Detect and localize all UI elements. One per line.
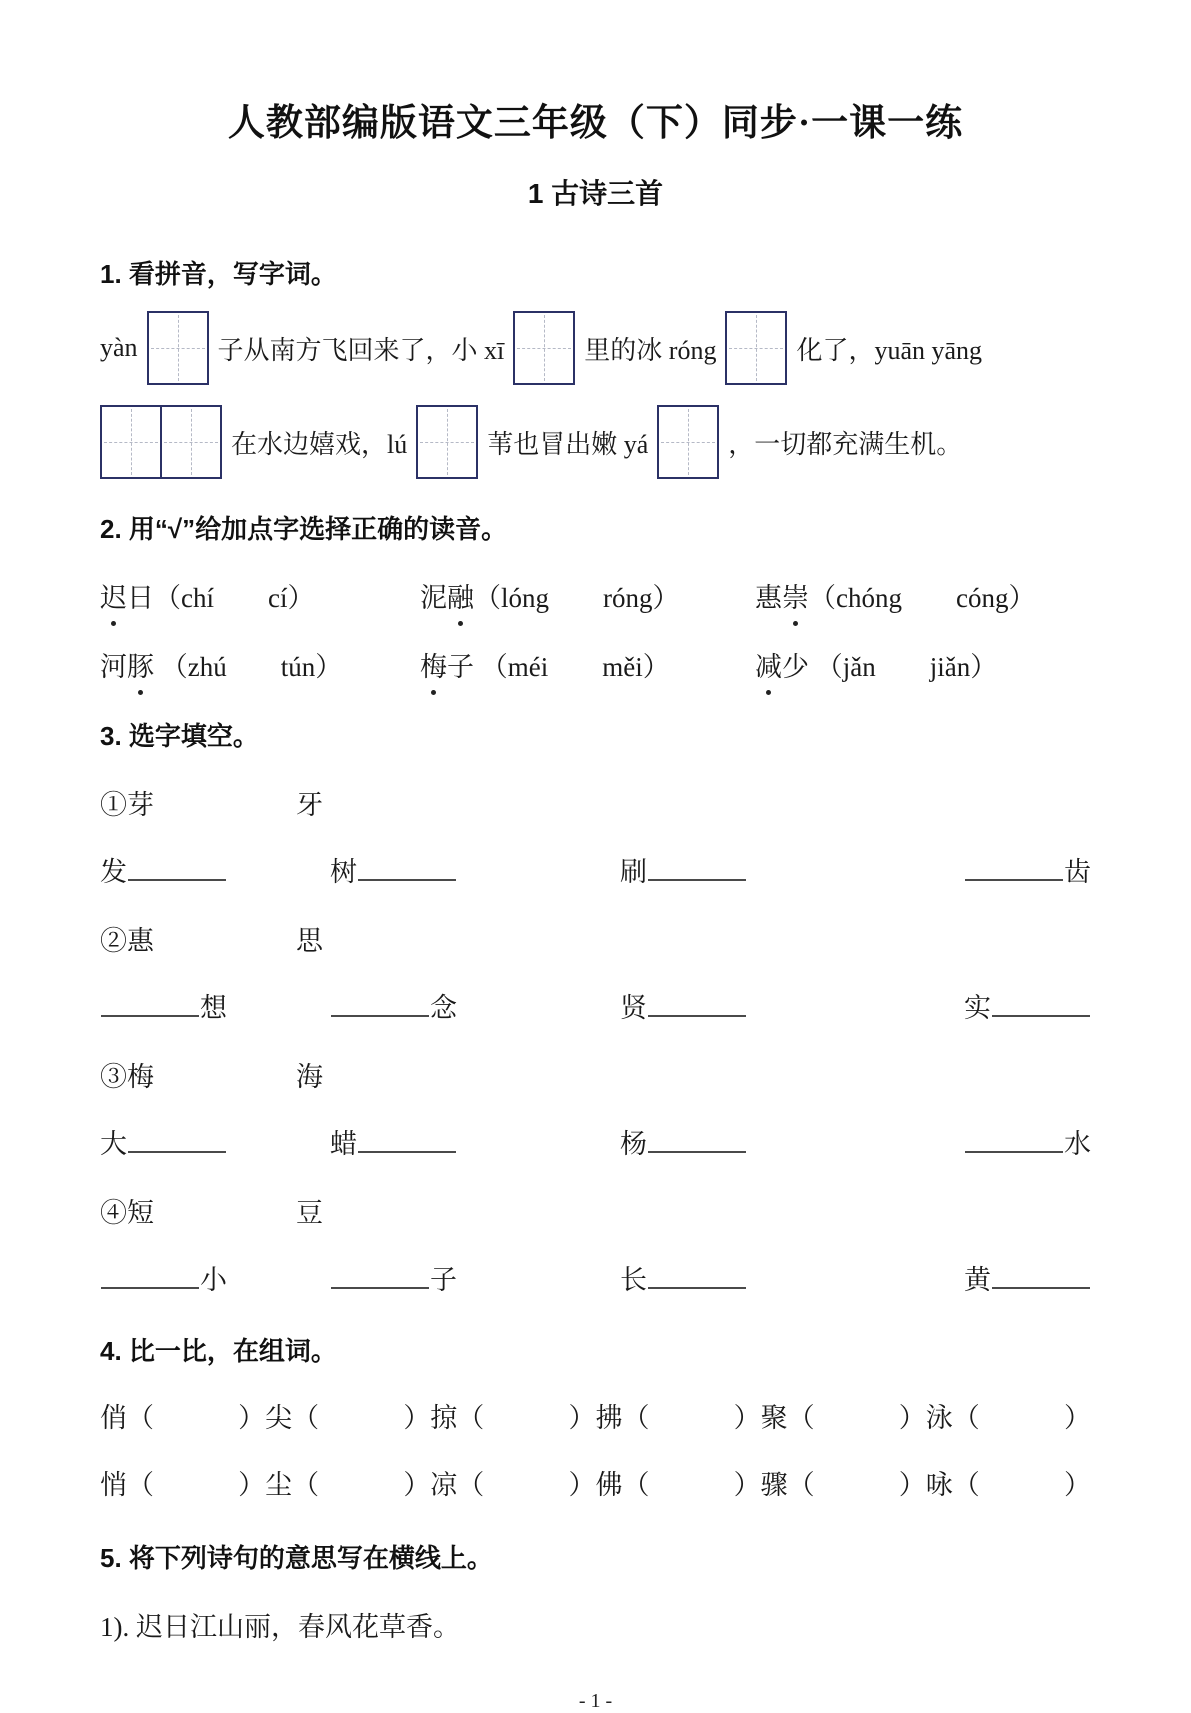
fill-cell — [330, 1122, 620, 1161]
fill-cell — [100, 850, 330, 889]
pronunciation-item[interactable] — [420, 645, 755, 684]
fill-blank[interactable] — [128, 852, 226, 881]
cell-text: 杨 — [620, 1129, 647, 1159]
dotted-char: 梅 — [420, 645, 447, 684]
pronunciation-item[interactable] — [100, 576, 420, 615]
q4-row1 — [100, 1396, 1091, 1435]
fill-blank[interactable] — [648, 1124, 746, 1153]
fill-blank[interactable] — [965, 852, 1063, 881]
cell-text: 子 — [430, 1265, 457, 1295]
writing-box[interactable] — [160, 405, 222, 479]
dotted-char: 减 — [755, 645, 782, 684]
q1-text: 里的冰 róng — [584, 335, 717, 365]
compare-word-segment: ）拂（ — [568, 1403, 650, 1433]
dotted-char: 豚 — [127, 645, 154, 684]
cell-text: 小 — [200, 1265, 227, 1295]
q1-text: 在水边嬉戏，lú — [231, 429, 408, 459]
q3-group1-choices — [100, 783, 1091, 822]
word-post: 子 — [447, 652, 474, 682]
q4-heading: 4. 比一比，在组词。 — [100, 1336, 337, 1366]
q1-text: 化了，yuān yāng — [796, 335, 983, 365]
q2-heading: 2. 用“√”给加点字选择正确的读音。 — [100, 514, 508, 544]
q3-group4-cells — [100, 1258, 1091, 1297]
cell-text: 黄 — [964, 1265, 991, 1295]
fill-blank[interactable] — [331, 988, 429, 1017]
fill-blank[interactable] — [358, 1124, 456, 1153]
q3-group3-cells — [100, 1122, 1091, 1161]
writing-box[interactable] — [416, 405, 478, 479]
compare-word-segment: ）咏（ — [898, 1470, 980, 1500]
writing-box[interactable] — [725, 311, 787, 385]
cell-text: 想 — [200, 993, 227, 1023]
cell-text: 实 — [964, 993, 991, 1023]
compare-word-segment: ）尘（ — [238, 1470, 320, 1500]
cell-text: 树 — [330, 857, 357, 887]
choice-char: ①芽 — [100, 790, 154, 820]
fill-cell — [330, 986, 620, 1025]
pinyin-options: （méi měi） — [474, 652, 670, 682]
cell-text: 大 — [100, 1129, 127, 1159]
q3-group4-choices — [100, 1191, 1091, 1230]
choice-char: 豆 — [296, 1198, 323, 1228]
pronunciation-item[interactable] — [420, 576, 755, 615]
fill-blank[interactable] — [128, 1124, 226, 1153]
q3-heading: 3. 选字填空。 — [100, 721, 259, 751]
writing-box[interactable] — [513, 311, 575, 385]
q4-row2 — [100, 1463, 1091, 1502]
q1-heading: 1. 看拼音，写字词。 — [100, 259, 337, 289]
fill-cell — [100, 986, 330, 1025]
cell-text: 贤 — [620, 993, 647, 1023]
cell-text: 齿 — [1064, 857, 1091, 887]
lesson-title: 1 古诗三首 — [527, 178, 664, 209]
q1-text: 子从南方飞回来了，小 xī — [217, 335, 505, 365]
fill-blank[interactable] — [358, 852, 456, 881]
cell-text: 发 — [100, 857, 127, 887]
word-pre: 惠 — [755, 583, 782, 613]
q3-group2-cells — [100, 986, 1091, 1025]
choice-char: ②惠 — [100, 926, 154, 956]
compare-word-segment: ）佛（ — [568, 1470, 650, 1500]
fill-cell — [620, 850, 845, 889]
pronunciation-item[interactable] — [755, 645, 1091, 684]
pronunciation-item[interactable] — [100, 645, 420, 684]
writing-box[interactable] — [147, 311, 209, 385]
fill-cell — [330, 850, 620, 889]
cell-text: 念 — [430, 993, 457, 1023]
word-post: 少 — [782, 652, 809, 682]
writing-box-pair — [100, 405, 222, 479]
pinyin-options: （zhú tún） — [154, 652, 343, 682]
cell-text: 刷 — [620, 857, 647, 887]
dotted-char: 融 — [447, 576, 474, 615]
page-number: - 1 - — [578, 1690, 613, 1712]
fill-blank[interactable] — [992, 988, 1090, 1017]
word-post: 日 — [127, 583, 154, 613]
q5-poem-line: 1). 迟日江山丽，春风花草香。 — [100, 1612, 460, 1642]
fill-cell — [100, 1122, 330, 1161]
fill-cell — [964, 850, 1091, 889]
pinyin-options: （chí cí） — [154, 583, 315, 613]
cell-text: 水 — [1064, 1129, 1091, 1159]
writing-box[interactable] — [657, 405, 719, 479]
compare-word-segment: 俏（ — [100, 1403, 154, 1433]
dotted-char: 迟 — [100, 576, 127, 615]
choice-char: 思 — [296, 926, 323, 956]
q2-row2 — [100, 645, 1091, 684]
q1-text: 苇也冒出嫩 yá — [487, 429, 649, 459]
cell-text: 长 — [620, 1265, 647, 1295]
choice-char: 牙 — [296, 790, 323, 820]
q3-group3-choices — [100, 1055, 1091, 1094]
fill-blank[interactable] — [101, 988, 199, 1017]
fill-blank[interactable] — [648, 1260, 746, 1289]
pinyin-options: （chóng cóng） — [809, 583, 1036, 613]
compare-word-segment: ）聚（ — [733, 1403, 815, 1433]
choice-char: 海 — [296, 1062, 323, 1092]
q2-row1 — [100, 576, 1091, 615]
fill-blank[interactable] — [648, 852, 746, 881]
fill-blank[interactable] — [331, 1260, 429, 1289]
compare-word-segment: ）骤（ — [733, 1470, 815, 1500]
fill-cell — [964, 1258, 1091, 1297]
pinyin-options: （lóng róng） — [474, 583, 680, 613]
q3-group1-cells — [100, 850, 1091, 889]
q1-text: ，一切都充满生机。 — [728, 429, 963, 459]
pronunciation-item[interactable] — [755, 576, 1091, 615]
compare-word-segment: ）泳（ — [898, 1403, 980, 1433]
q1-line2 — [100, 405, 1091, 479]
word-pre: 河 — [100, 652, 127, 682]
q5-heading: 5. 将下列诗句的意思写在横线上。 — [100, 1543, 493, 1573]
compare-word-segment: ）凉（ — [403, 1470, 485, 1500]
compare-word-segment: ） — [1063, 1470, 1091, 1500]
compare-word-segment: 悄（ — [100, 1470, 154, 1500]
fill-cell — [330, 1258, 620, 1297]
fill-blank[interactable] — [992, 1260, 1090, 1289]
fill-blank[interactable] — [648, 988, 746, 1017]
compare-word-segment: ）掠（ — [403, 1403, 485, 1433]
fill-cell — [620, 1122, 845, 1161]
compare-word-segment: ） — [1063, 1403, 1091, 1433]
dotted-char: 崇 — [782, 576, 809, 615]
fill-blank[interactable] — [965, 1124, 1063, 1153]
fill-blank[interactable] — [101, 1260, 199, 1289]
pinyin-options: （jǎn jiǎn） — [809, 652, 998, 682]
choice-char: ③梅 — [100, 1062, 154, 1092]
fill-cell — [620, 986, 845, 1025]
fill-cell — [100, 1258, 330, 1297]
q1-pinyin-yan: yàn — [100, 333, 138, 362]
fill-cell — [620, 1258, 845, 1297]
fill-cell — [964, 1122, 1091, 1161]
word-pre: 泥 — [420, 583, 447, 613]
fill-cell — [964, 986, 1091, 1025]
q3-group2-choices — [100, 919, 1091, 958]
choice-char: ④短 — [100, 1198, 154, 1228]
writing-box[interactable] — [100, 405, 162, 479]
page-title: 人教部编版语文三年级（下）同步·一课一练 — [227, 103, 964, 144]
cell-text: 蜡 — [330, 1129, 357, 1159]
q1-line1 — [100, 311, 1091, 385]
compare-word-segment: ）尖（ — [238, 1403, 320, 1433]
